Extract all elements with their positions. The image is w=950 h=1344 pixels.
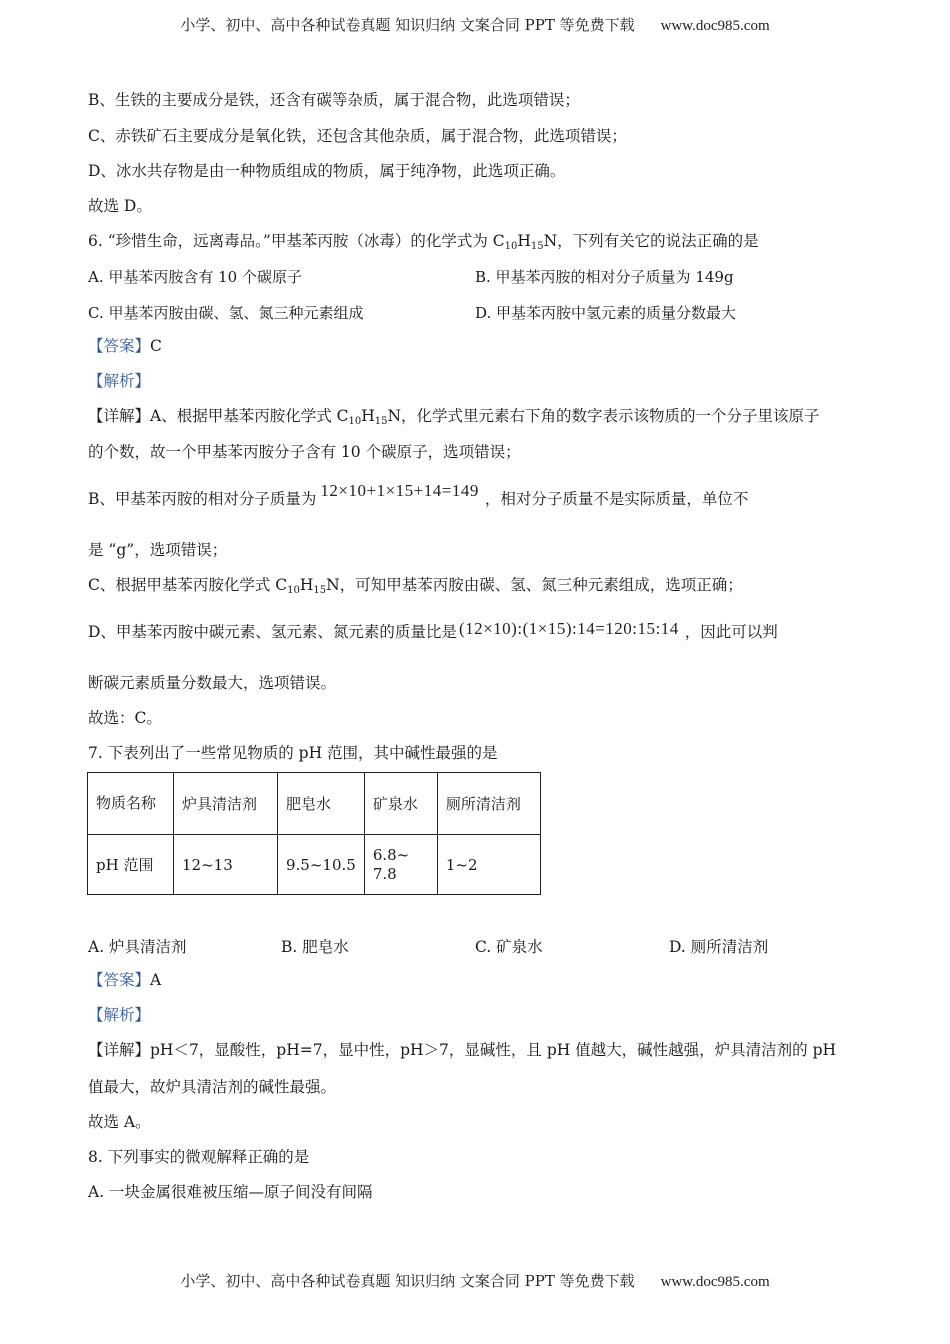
q6-final-answer: 故选：C。 [88, 709, 162, 727]
q7-option-a: A. 炉具清洁剂 [88, 938, 187, 956]
q6-option-c: C. 甲基苯丙胺由碳、氢、氮三种元素组成 [88, 304, 364, 322]
q6-answer: 【答案】C [88, 337, 162, 355]
q6-stem: 6. “珍惜生命，远离毒品。”甲基苯丙胺（冰毒）的化学式为 $C_{10}H_{15}N$，下列有关它的说法正确的是 [88, 232, 759, 252]
q7-option-b: B. 肥皂水 [281, 938, 349, 956]
ph-table [87, 772, 541, 895]
ph-table-header-cell: 厕所清洁剂 [437, 773, 540, 835]
q5-final-answer: 故选 D。 [88, 197, 152, 215]
q6-detail-d: D、甲基苯丙胺中碳元素、氢元素、氮元素的质量比是 (12×10):(1×15):14=120:15:14 ，因此可以判 [88, 619, 778, 641]
q6-detail-c: C、根据甲基苯丙胺化学式 $C_{10}H_{15}N$，可知甲基苯丙胺由碳、氢、氮三种元素组成，选项正确； [88, 576, 743, 596]
q6-detail-line1: 【详解】A、根据甲基苯丙胺化学式 $C_{10}H_{15}N$，化学式里元素右下角的数字表示该物质的一个分子里该原子 [88, 407, 820, 427]
q6-detail-b-line2: 是 “g”，选项错误； [88, 541, 228, 559]
q6-formula-d: (12×10):(1×15):14=120:15:14 [458, 619, 679, 638]
q6-formula-b: 12×10+1×15+14=149 [320, 481, 479, 500]
q6-option-a: A. 甲基苯丙胺含有 10 个碳原子 [88, 268, 302, 286]
ph-table-row [88, 835, 541, 895]
ph-table-header-cell: 炉具清洁剂 [174, 773, 278, 835]
ph-table-header-cell: 肥皂水 [278, 773, 365, 835]
q7-option-d: D. 厕所清洁剂 [669, 938, 769, 956]
q5-option-c-explanation: C、赤铁矿石主要成分是氧化铁，还包含其他杂质，属于混合物，此选项错误； [88, 127, 627, 145]
ph-table-header-cell: 物质名称 [88, 773, 174, 835]
q6-option-b: B. 甲基苯丙胺的相对分子质量为 149g [475, 268, 734, 286]
q7-option-c: C. 矿泉水 [475, 938, 543, 956]
q8-option-a: A. 一块金属很难被压缩—原子间没有间隔 [88, 1183, 373, 1201]
q7-detail-line1: 【详解】pH＜7，显酸性，pH=7，显中性，pH＞7，显碱性，且 pH 值越大，碱性越强，炉具清洁剂的 pH [88, 1041, 837, 1059]
ph-table-header-cell: 矿泉水 [364, 773, 437, 835]
q6-analysis-label: 【解析】 [88, 372, 151, 390]
ph-table-header-row [88, 773, 541, 835]
header-site: www.doc985.com [660, 18, 770, 34]
q7-detail-line2: 值最大，故炉具清洁剂的碱性最强。 [88, 1078, 337, 1096]
page-footer [0, 1270, 950, 1291]
ph-table-cell: 6.8~7.8 [364, 835, 437, 895]
footer-text: 小学、初中、高中各种试卷真题 知识归纳 文案合同 PPT 等免费下载 [180, 1272, 635, 1290]
q8-stem: 8. 下列事实的微观解释正确的是 [88, 1148, 310, 1166]
ph-table-cell: 9.5~10.5 [278, 835, 365, 895]
footer-site: www.doc985.com [660, 1274, 770, 1290]
page-header [0, 14, 950, 35]
q6-option-d: D. 甲基苯丙胺中氢元素的质量分数最大 [475, 304, 737, 322]
ph-table-cell: pH 范围 [88, 835, 174, 895]
ph-table-cell: 12~13 [174, 835, 278, 895]
q7-final-answer: 故选 A。 [88, 1113, 151, 1131]
q7-answer: 【答案】A [88, 971, 162, 989]
q5-option-d-explanation: D、冰水共存物是由一种物质组成的物质，属于纯净物，此选项正确。 [88, 162, 566, 180]
q7-analysis-label: 【解析】 [88, 1006, 151, 1024]
header-text: 小学、初中、高中各种试卷真题 知识归纳 文案合同 PPT 等免费下载 [180, 16, 635, 34]
q7-stem: 7. 下表列出了一些常见物质的 pH 范围，其中碱性最强的是 [88, 744, 498, 762]
q6-detail-line2: 的个数，故一个甲基苯丙胺分子含有 10 个碳原子，选项错误； [88, 443, 521, 461]
q6-detail-d-line2: 断碳元素质量分数最大，选项错误。 [88, 674, 337, 692]
ph-table-cell: 1~2 [437, 835, 540, 895]
q5-option-b-explanation: B、生铁的主要成分是铁，还含有碳等杂质，属于混合物，此选项错误； [88, 91, 580, 109]
q6-detail-b: B、甲基苯丙胺的相对分子质量为 12×10+1×15+14=149 ，相对分子质量不是实际质量，单位不 [88, 481, 749, 508]
